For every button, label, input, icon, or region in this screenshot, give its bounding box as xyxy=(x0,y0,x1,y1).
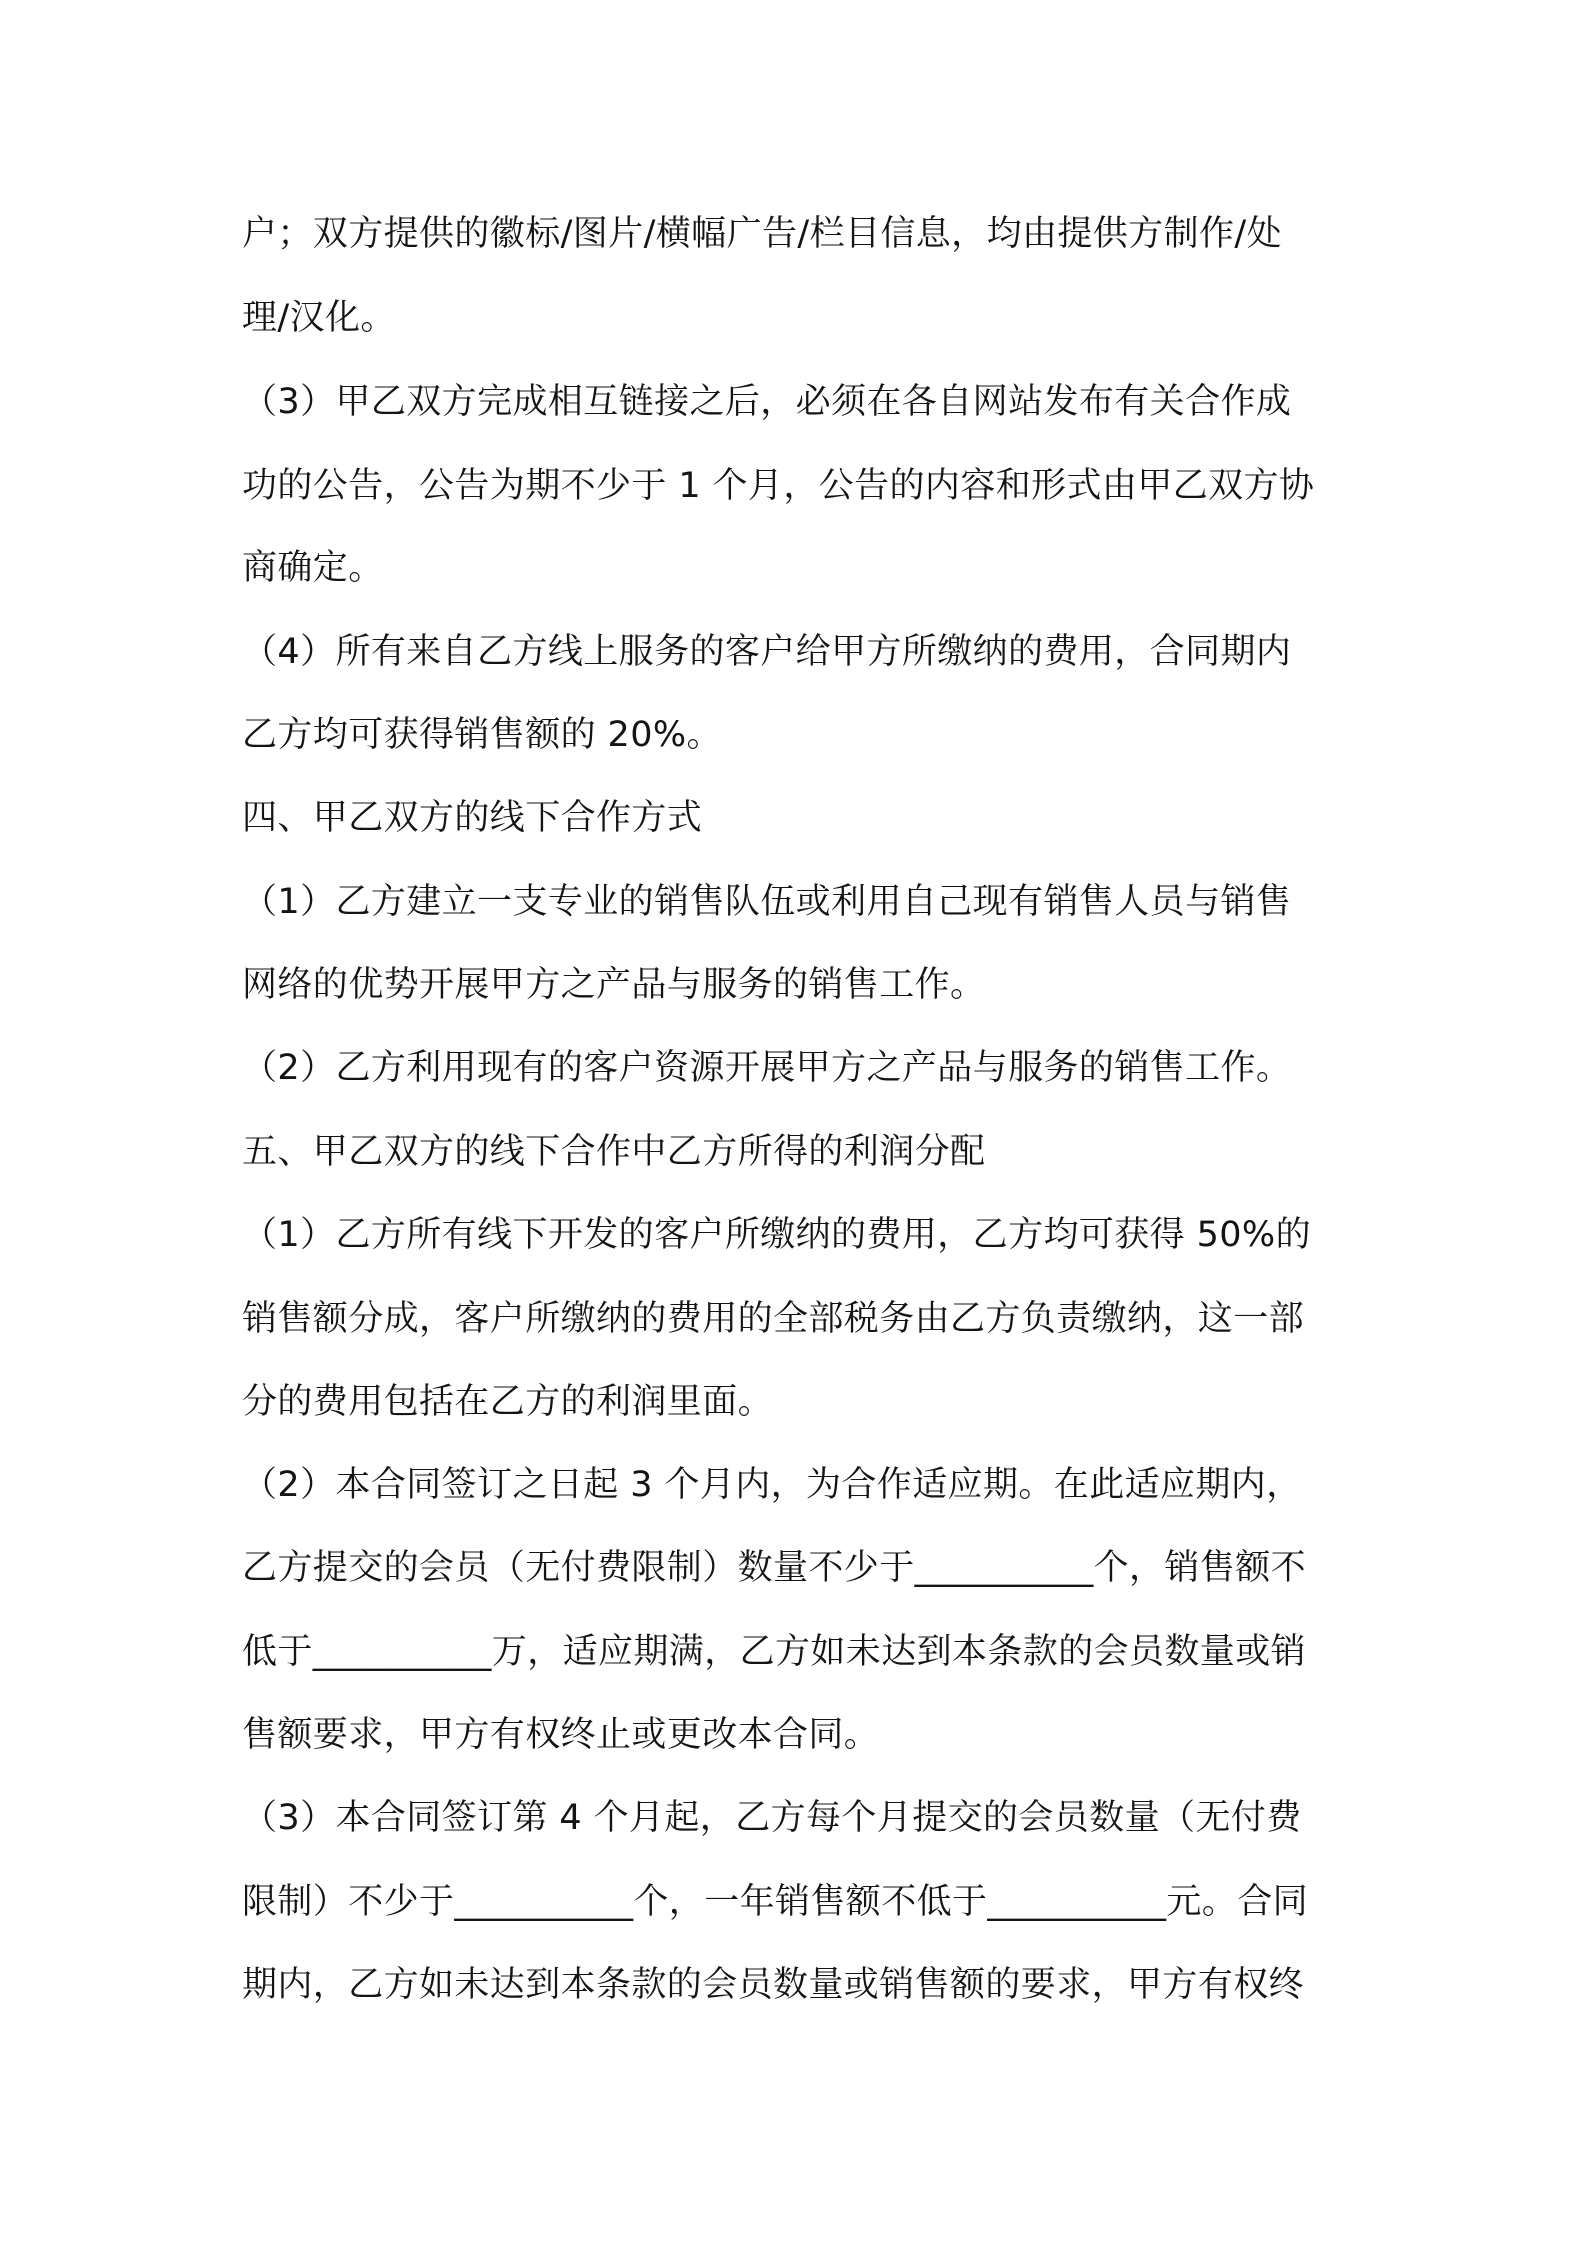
section-heading: 四、甲乙双方的线下合作方式 xyxy=(242,798,703,838)
text-line: 户；双方提供的徽标/图片/横幅广告/栏目信息，均由提供方制作/处 xyxy=(242,214,1282,254)
text-line: 乙方均可获得销售额的 20%。 xyxy=(242,715,722,755)
text-line: 期内，乙方如未达到本条款的会员数量或销售额的要求，甲方有权终 xyxy=(242,1965,1305,2005)
text-line: 理/汉化。 xyxy=(242,298,396,338)
text-line: （2）乙方利用现有的客户资源开展甲方之产品与服务的销售工作。 xyxy=(242,1048,1292,1088)
text-line: 低于__________万，适应期满，乙方如未达到本条款的会员数量或销 xyxy=(242,1632,1307,1672)
text-line: （2）本合同签订之日起 3 个月内，为合作适应期。在此适应期内， xyxy=(242,1465,1302,1505)
text-line: （1）乙方所有线下开发的客户所缴纳的费用，乙方均可获得 50%的 xyxy=(242,1215,1311,1255)
text-line: 分的费用包括在乙方的利润里面。 xyxy=(242,1382,774,1422)
text-line: 功的公告，公告为期不少于 1 个月，公告的内容和形式由甲乙双方协 xyxy=(242,466,1315,506)
text-line: （3）本合同签订第 4 个月起，乙方每个月提交的会员数量（无付费 xyxy=(242,1798,1302,1838)
text-line: （4）所有来自乙方线上服务的客户给甲方所缴纳的费用，合同期内 xyxy=(242,632,1292,672)
text-line: （3）甲乙双方完成相互链接之后，必须在各自网站发布有关合作成 xyxy=(242,382,1292,422)
text-line: 销售额分成，客户所缴纳的费用的全部税务由乙方负责缴纳，这一部 xyxy=(242,1299,1305,1339)
text-line: 乙方提交的会员（无付费限制）数量不少于__________个，销售额不 xyxy=(242,1548,1307,1588)
text-line: 限制）不少于__________个，一年销售额不低于__________元。合同 xyxy=(242,1882,1309,1922)
text-line: 售额要求，甲方有权终止或更改本合同。 xyxy=(242,1715,880,1755)
text-line: 商确定。 xyxy=(242,548,384,588)
section-heading: 五、甲乙双方的线下合作中乙方所得的利润分配 xyxy=(242,1132,986,1172)
text-line: 网络的优势开展甲方之产品与服务的销售工作。 xyxy=(242,965,986,1005)
text-line: （1）乙方建立一支专业的销售队伍或利用自己现有销售人员与销售 xyxy=(242,882,1292,922)
